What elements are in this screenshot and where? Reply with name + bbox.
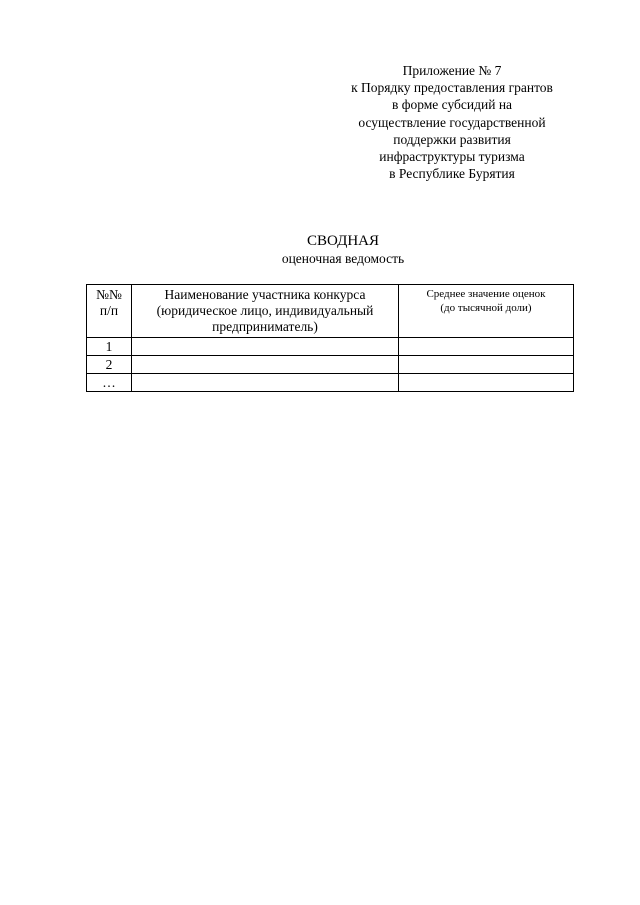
table-row: [87, 338, 574, 356]
row-score: [399, 338, 574, 356]
row-number: 2: [87, 356, 132, 374]
appendix-line: в форме субсидий на: [391, 97, 513, 113]
header-number-line: №№: [96, 287, 122, 302]
appendix-line: Приложение № 7: [402, 63, 502, 78]
document-subtitle: оценочная ведомость: [281, 251, 405, 266]
row-participant: [132, 356, 399, 374]
header-participant-line: (юридическое лицо, индивидуальный: [156, 303, 374, 318]
header-score-line: (до тысячной доли): [440, 302, 532, 314]
header-participant: [132, 285, 399, 338]
table-row: [87, 356, 574, 374]
header-number: [87, 285, 132, 338]
appendix-line: поддержки развития: [393, 131, 511, 147]
appendix-line: инфраструктуры туризма: [379, 149, 525, 165]
header-participant-line: Наименование участника конкурса: [164, 287, 366, 302]
appendix-line: к Порядку предоставления грантов: [351, 80, 553, 96]
table-row: [87, 374, 574, 392]
appendix-block: [332, 62, 572, 182]
row-score: [399, 356, 574, 374]
appendix-line: в Республике Бурятия: [389, 166, 515, 182]
row-participant: [132, 374, 399, 392]
header-participant-line: предприниматель): [212, 319, 318, 334]
row-number: 1: [87, 338, 132, 356]
header-score-line: Среднее значение оценок: [426, 288, 546, 300]
row-participant: [132, 338, 399, 356]
row-score: [399, 374, 574, 392]
appendix-line: осуществление государственной: [358, 114, 546, 130]
table-header-row: [87, 285, 574, 338]
document-title: СВОДНАЯ: [307, 233, 379, 249]
row-number: …: [87, 374, 132, 392]
header-number-line: п/п: [99, 303, 119, 318]
assessment-table: [86, 284, 574, 392]
header-average-score: [399, 285, 574, 338]
